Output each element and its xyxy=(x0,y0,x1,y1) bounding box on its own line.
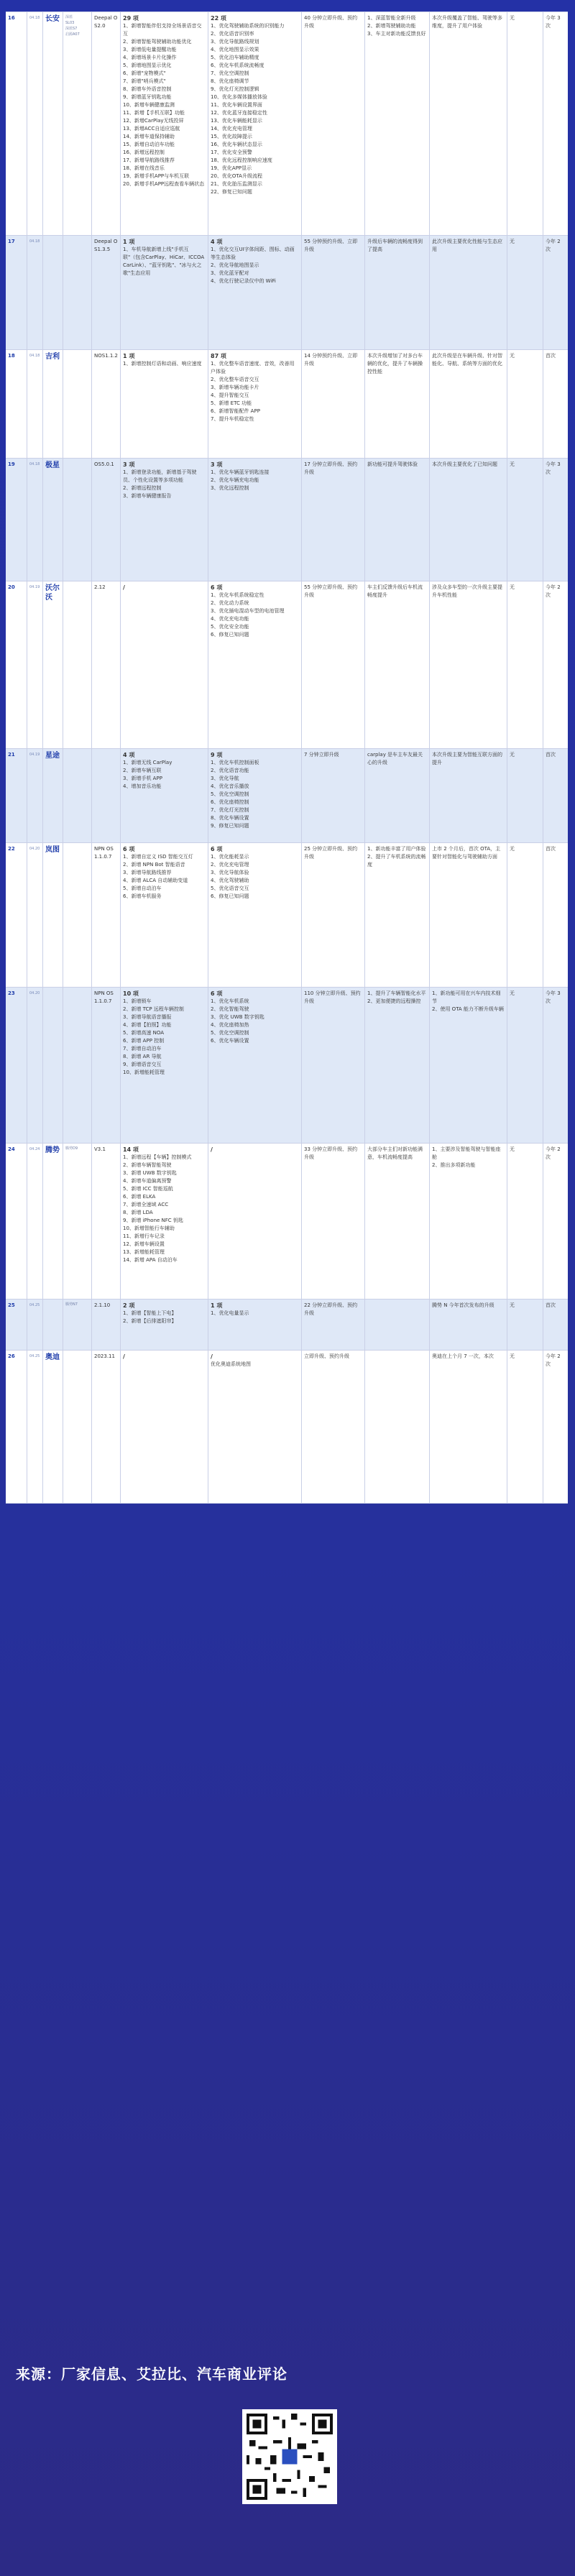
cell-text: 奥迪 xyxy=(45,1353,60,1361)
cell-date xyxy=(27,749,43,842)
cell-time xyxy=(302,581,365,748)
cell-date xyxy=(27,988,43,1143)
cell-features1 xyxy=(121,581,208,748)
cell-text: 首次 xyxy=(546,1302,556,1308)
cell-text: 无 xyxy=(510,584,515,590)
new-feature-count: 1 项 xyxy=(123,353,135,359)
cell-version xyxy=(92,236,121,349)
cell-text: 1、新增智能伴侣支持全场景语音交互 2、新增智能驾驶辅助功能优化 3、新增低电量提醒功能 4、新增场景卡片化操作 5、新增地图显示优化 6、新增"宠物模式" 7、新增"哨兵模式" 8、新增车外语音控制 9、新增蓝牙钥匙功能 10、新增车辆健康监测 11、新增【手机互联】功能 12、新增CarPlay无线投屏 13、新增ACC自适应巡航 14、新增车道保持辅助 15、新增自动泊车功能 16、新增远程控制 17、新增导航路线推荐 18、新增在线音乐 19、新增手机APP与车机互联 20、新增手机APP远程查看车辆状态 xyxy=(123,23,205,187)
cell-text: 1、优化车机系统 2、优化智能驾驶 3、优化 UWB 数字钥匙 4、优化座椅加热 5、优化空调控制 6、优化车辆设置 xyxy=(211,998,264,1044)
cell-text: 04.18 xyxy=(29,239,40,244)
cell-time xyxy=(302,988,365,1143)
cell-version xyxy=(92,1300,121,1350)
cell-text: 16 xyxy=(8,15,15,21)
cell-text: 1、新功能丰富了用户体验 2、提升了车机系统的流畅度 xyxy=(367,846,426,868)
cell-text: 此次升级主要优化性能与生态应用 xyxy=(432,239,502,252)
cell-text: 25 分钟立即升级、预约升级 xyxy=(304,846,358,860)
optimized-feature-count: 22 项 xyxy=(211,15,226,22)
cell-text: 1、主要涉及智能驾驶与智能座舱 2、推出多项新功能 xyxy=(432,1146,501,1168)
cell-text: 2.12 xyxy=(94,584,106,590)
cell-text: 首次 xyxy=(546,353,556,359)
new-feature-count: 3 项 xyxy=(123,461,135,468)
cell-text: 1、车机导航新增上线"手机互联"（包含CarPlay、HiCar、ICCOA CarLink）、"蓝牙钥匙"、"冰与火之歌"生态应用 xyxy=(123,247,206,276)
cell-text: 今年 2 次 xyxy=(546,1353,562,1367)
cell-text: 新功能可提升驾驶体验 xyxy=(367,461,418,467)
cell-features2 xyxy=(208,749,302,842)
cell-index xyxy=(6,236,27,349)
optimized-feature-count: / xyxy=(211,1146,213,1153)
cell-text: 本次升级主要优化了已知问题 xyxy=(432,461,497,467)
cell-note1 xyxy=(365,350,430,458)
cell-text: 23 xyxy=(8,990,15,996)
cell-version xyxy=(92,12,121,235)
cell-index xyxy=(6,12,27,235)
cell-text: 极星 xyxy=(45,461,60,469)
table-row xyxy=(6,581,568,749)
cell-note2 xyxy=(430,236,507,349)
cell-index xyxy=(6,749,27,842)
cell-text: 1、新增登录功能，新增基于驾驶员、个性化设置等多项功能 2、新增远程控制 3、新增车辆健康报告 xyxy=(123,469,197,499)
cell-text: NPN OS 1.1.0.7 xyxy=(94,846,116,860)
cell-text: 33 分钟立即升级、预约升级 xyxy=(304,1146,358,1160)
cell-models xyxy=(63,1351,92,1503)
cell-text: 今年 3 次 xyxy=(546,15,562,29)
cell-date xyxy=(27,1300,43,1350)
cell-note1 xyxy=(365,1144,430,1299)
cell-models xyxy=(63,350,92,458)
cell-features2 xyxy=(208,843,302,987)
cell-text: 1、新增自定义 ISD 智能交互灯 2、新增 NPN Bot 智能语音 3、新增导航路线推荐 4、新增 ALCA 自动辅助变道 5、新增自动泊车 6、新增车机服务 xyxy=(123,854,193,899)
cell-version xyxy=(92,350,121,458)
cell-brand xyxy=(43,12,63,235)
cell-text: 今年 3 次 xyxy=(546,990,562,1004)
cell-text: 04.19 xyxy=(29,753,40,757)
cell-index xyxy=(6,988,27,1143)
cell-brand xyxy=(43,581,63,748)
cell-text: 上市 2 个月后，首次 OTA，主要针对智能化与驾驶辅助方面 xyxy=(432,846,501,860)
cell-date xyxy=(27,1351,43,1503)
cell-note2 xyxy=(430,1144,507,1299)
cell-text: 腾势 N 今年首次发布的升级 xyxy=(432,1302,494,1308)
new-feature-count: 4 项 xyxy=(123,752,135,758)
cell-text: 1、优化车辆蓝牙钥匙连接 2、优化车辆充电功能 3、优化远程控制 xyxy=(211,469,270,491)
cell-note1 xyxy=(365,1300,430,1350)
cell-text: 26 xyxy=(8,1353,15,1359)
cell-text: 涉及众多车型的一次升级主要提升车机性能 xyxy=(432,584,502,598)
new-feature-count: / xyxy=(123,1353,125,1360)
new-feature-count: 10 项 xyxy=(123,990,139,997)
cell-text: 04.20 xyxy=(29,847,40,851)
cell-time xyxy=(302,749,365,842)
cell-text: 21 xyxy=(8,752,15,758)
cell-rt xyxy=(543,12,568,235)
table-row xyxy=(6,350,568,459)
cell-other xyxy=(507,749,543,842)
cell-rt xyxy=(543,581,568,748)
cell-version xyxy=(92,1144,121,1299)
cell-date xyxy=(27,12,43,235)
cell-features1 xyxy=(121,12,208,235)
cell-note1 xyxy=(365,843,430,987)
cell-text: 1、新增控制灯语和动画、响应速度 xyxy=(123,361,202,367)
ota-table xyxy=(6,12,568,1504)
cell-other xyxy=(507,1144,543,1299)
cell-brand xyxy=(43,988,63,1143)
cell-note2 xyxy=(430,1300,507,1350)
cell-date xyxy=(27,459,43,581)
cell-text: 首次 xyxy=(546,752,556,758)
cell-text: 1、优化整车语音速度、音效，改善用户体验 2、优化整车语音交互 3、新增车辆功能卡片 4、提升智能交互 5、新增 ETC 功能 6、新增智能配件 APP 7、提升车机稳定性 xyxy=(211,361,295,422)
cell-other xyxy=(507,988,543,1143)
table-row xyxy=(6,988,568,1144)
optimized-feature-count: 1 项 xyxy=(211,1302,223,1309)
cell-version xyxy=(92,843,121,987)
cell-text: 24 xyxy=(8,1146,15,1152)
cell-other xyxy=(507,1351,543,1503)
cell-note2 xyxy=(430,843,507,987)
cell-text: 19 xyxy=(8,461,15,467)
cell-text: 04.24 xyxy=(29,1147,40,1151)
cell-models xyxy=(63,1144,92,1299)
cell-text: 1、优化车机控制面板 2、优化语音功能 3、优化导航 4、优化音乐播放 5、优化空调控制 6、优化座椅控制 7、优化灯光控制 8、优化车辆设置 9、修复已知问题 xyxy=(211,760,259,829)
cell-features1 xyxy=(121,1300,208,1350)
cell-text: 腾势D9 xyxy=(65,1146,78,1151)
cell-text: 深蓝 SL03 深蓝S7 启源A07 xyxy=(65,15,80,37)
cell-features1 xyxy=(121,459,208,581)
cell-text: 车主们反馈升级后车机流畅度提升 xyxy=(367,584,423,598)
cell-text: 本次升级覆盖了智能、驾驶等多维度，提升了用户体验 xyxy=(432,15,502,29)
cell-text: 升级后车辆的流畅度得到了提高 xyxy=(367,239,423,252)
cell-text: 55 分钟预约升级、立即升级 xyxy=(304,239,358,252)
cell-text: OS5.0.1 xyxy=(94,461,114,467)
cell-text: 今年 2 次 xyxy=(546,239,562,252)
optimized-feature-count: 6 项 xyxy=(211,846,223,852)
cell-features2 xyxy=(208,581,302,748)
cell-text: 04.19 xyxy=(29,585,40,589)
cell-index xyxy=(6,1300,27,1350)
cell-text: 1、提升了车辆智能化水平 2、更加便捷的远程操控 xyxy=(367,990,426,1004)
cell-text: 无 xyxy=(510,1146,515,1152)
new-feature-count: 14 项 xyxy=(123,1146,139,1153)
cell-text: Deepal OS2.0 xyxy=(94,15,118,29)
cell-brand xyxy=(43,1144,63,1299)
cell-note1 xyxy=(365,749,430,842)
cell-text: 1、优化能耗显示 2、优化充电管理 3、优化导航体验 4、优化驾驶辅助 5、优化语音交互 6、修复已知问题 xyxy=(211,854,249,899)
cell-text: 2023.11 xyxy=(94,1353,115,1359)
cell-text: 无 xyxy=(510,990,515,996)
cell-version xyxy=(92,749,121,842)
cell-index xyxy=(6,1144,27,1299)
cell-text: 今年 2 次 xyxy=(546,1146,562,1160)
cell-note2 xyxy=(430,749,507,842)
cell-time xyxy=(302,1144,365,1299)
new-feature-count: / xyxy=(123,584,125,591)
cell-rt xyxy=(543,988,568,1143)
cell-text: 奥迪在上个月 7 一次，本次 xyxy=(432,1353,494,1359)
cell-text: 无 xyxy=(510,353,515,359)
cell-version xyxy=(92,988,121,1143)
cell-text: 55 分钟立即升级、预约升级 xyxy=(304,584,358,598)
cell-rt xyxy=(543,459,568,581)
cell-rt xyxy=(543,1351,568,1503)
table-row xyxy=(6,12,568,236)
new-feature-count: 2 项 xyxy=(123,1302,135,1309)
optimized-feature-count: 4 项 xyxy=(211,239,223,245)
cell-text: 04.18 xyxy=(29,16,40,20)
cell-text: 22 xyxy=(8,846,15,852)
cell-rt xyxy=(543,749,568,842)
cell-text: 沃尔沃 xyxy=(45,584,60,602)
cell-text: 无 xyxy=(510,1353,515,1359)
cell-text: 今年 2 次 xyxy=(546,584,562,598)
cell-text: 25 xyxy=(8,1302,15,1308)
cell-features2 xyxy=(208,236,302,349)
cell-models xyxy=(63,749,92,842)
cell-text: 无 xyxy=(510,461,515,467)
cell-text: 18 xyxy=(8,353,15,359)
cell-rt xyxy=(543,1144,568,1299)
new-feature-count: 29 项 xyxy=(123,15,139,22)
cell-time xyxy=(302,236,365,349)
cell-time xyxy=(302,1351,365,1503)
cell-note2 xyxy=(430,988,507,1143)
cell-text: 2.1.10 xyxy=(94,1302,111,1308)
new-feature-count: 6 项 xyxy=(123,846,135,852)
cell-text: 1、新增远程【车辆】控制模式 2、新增车辆智能驾驶 3、新增 UWB 数字钥匙 4、新增车道偏离预警 5、新增 ICC 智能巡航 6、新增 ELKA 7、新增全速域 ACC 8、新增 LDA 9、新增 iPhone NFC 钥匙 10、新增智能行车辅助 11、新增行车记录 12、新增车辆设置 13、新增能耗管理 14、新增 APA 自动泊车 xyxy=(123,1154,192,1263)
cell-text: 04.18 xyxy=(29,462,40,466)
cell-text: 此次升级是在车辆升级、针对智能化、导航、系统等方面的优化 xyxy=(432,353,502,367)
cell-text: 首次 xyxy=(546,846,556,852)
cell-text: 1、深蓝智能全新升级 2、新增驾驶辅助功能 3、车主对新功能反馈良好 xyxy=(367,15,426,37)
optimized-feature-count: / xyxy=(211,1353,213,1360)
cell-time xyxy=(302,350,365,458)
table-row xyxy=(6,459,568,581)
cell-note2 xyxy=(430,1351,507,1503)
cell-models xyxy=(63,459,92,581)
cell-text: 长安 xyxy=(45,15,60,23)
cell-text: 110 分钟立即升级、预约升级 xyxy=(304,990,361,1004)
new-feature-count: 1 项 xyxy=(123,239,135,245)
cell-index xyxy=(6,843,27,987)
cell-index xyxy=(6,350,27,458)
cell-text: 星途 xyxy=(45,752,60,760)
optimized-feature-count: 6 项 xyxy=(211,584,223,591)
cell-text: 腾势N7 xyxy=(65,1302,78,1307)
cell-text: 本次升级主要为智能互联方面的提升 xyxy=(432,752,502,765)
optimized-feature-count: 87 项 xyxy=(211,353,226,359)
cell-text: 17 xyxy=(8,239,15,244)
cell-note2 xyxy=(430,12,507,235)
cell-text: 无 xyxy=(510,752,515,758)
cell-models xyxy=(63,1300,92,1350)
cell-time xyxy=(302,843,365,987)
cell-text: carplay 是车主车友最关心的升级 xyxy=(367,752,423,765)
cell-text: 7 分钟立即升级 xyxy=(304,752,339,758)
table-row xyxy=(6,1351,568,1504)
cell-text: 04.25 xyxy=(29,1354,40,1358)
cell-text: 无 xyxy=(510,1302,515,1308)
cell-rt xyxy=(543,350,568,458)
cell-text: V3.1 xyxy=(94,1146,106,1152)
cell-features2 xyxy=(208,988,302,1143)
optimized-feature-count: 9 项 xyxy=(211,752,223,758)
cell-text: 14 分钟预约升级、立即升级 xyxy=(304,353,358,367)
cell-rt xyxy=(543,236,568,349)
cell-note2 xyxy=(430,350,507,458)
cell-date xyxy=(27,1144,43,1299)
cell-other xyxy=(507,459,543,581)
qr-code xyxy=(242,2409,337,2504)
cell-brand xyxy=(43,350,63,458)
table-row xyxy=(6,1300,568,1351)
cell-version xyxy=(92,459,121,581)
cell-text: NPN OS 1.1.0.7 xyxy=(94,990,116,1004)
cell-text: 大部分车主们对新功能满意，车机流畅度提高 xyxy=(367,1146,423,1160)
cell-text: 1、新功能可用在兴车内技术细节 2、使用 OTA 能力不断升级车辆 xyxy=(432,990,504,1012)
cell-text: 优化奥迪系统地图 xyxy=(211,1361,251,1367)
cell-models xyxy=(63,12,92,235)
cell-text: 1、优化交互UI字体间距、图标、动画等生态体验 2、优化导航地图显示 3、优化蓝牙配对 4、优化行驶记录仪中的 WiFi xyxy=(211,247,295,284)
cell-brand xyxy=(43,749,63,842)
cell-features1 xyxy=(121,749,208,842)
cell-text: 无 xyxy=(510,846,515,852)
source-caption: 来源：厂家信息、艾拉比、汽车商业评论 xyxy=(16,2365,288,2383)
table-row xyxy=(6,1144,568,1300)
table-row xyxy=(6,843,568,988)
cell-brand xyxy=(43,1351,63,1503)
cell-features1 xyxy=(121,988,208,1143)
cell-text: 本次升级增加了对多台车辆的优化，提升了车辆操控性能 xyxy=(367,353,423,374)
cell-text: 1、新增无线 CarPlay 2、新增车辆互联 3、新增手机 APP 4、增加音乐功能 xyxy=(123,760,172,789)
cell-text: 1、优化驾驶辅助系统的识别能力 2、优化语音识别率 3、优化导航路线规划 4、优化地图显示效果 5、优化泊车辅助精度 6、优化车机系统流畅度 7、优化空调控制 8、优化座椅调节 9、优化灯光控制逻辑 10、优化多媒体播放体验 11、优化车辆设置界面 12、优化蓝牙连接稳定性 13、优化车辆能耗显示 14、优化充电管理 15、优化故障提示 16、优化车辆状态显示 17、优化安全预警 18、优化远程控制响应速度 19、优化APP显示 20、优化OTA升级流程 21、优化胎压监测显示 22、修复已知问题 xyxy=(211,23,285,195)
cell-text: 无 xyxy=(510,239,515,244)
cell-text: 1、优化车机系统稳定性 2、优化动力系统 3、优化插电混动车型的电池管理 4、优化充电功能 5、优化安全功能 6、修复已知问题 xyxy=(211,592,285,638)
cell-brand xyxy=(43,843,63,987)
cell-other xyxy=(507,236,543,349)
cell-text: 17 分钟立即升级、预约升级 xyxy=(304,461,358,475)
cell-date xyxy=(27,236,43,349)
cell-models xyxy=(63,236,92,349)
cell-note1 xyxy=(365,1351,430,1503)
cell-text: 1、新增【智能上下电】 2、新增【后排遮阳帘】 xyxy=(123,1310,177,1324)
cell-time xyxy=(302,1300,365,1350)
cell-text: 岚图 xyxy=(45,846,60,854)
cell-text: 1、优化电量显示 xyxy=(211,1310,249,1316)
cell-brand xyxy=(43,236,63,349)
cell-note1 xyxy=(365,459,430,581)
cell-time xyxy=(302,12,365,235)
cell-features1 xyxy=(121,1351,208,1503)
cell-rt xyxy=(543,1300,568,1350)
cell-features2 xyxy=(208,1300,302,1350)
cell-models xyxy=(63,988,92,1143)
cell-text: 腾势 xyxy=(45,1146,60,1154)
cell-features2 xyxy=(208,12,302,235)
cell-note1 xyxy=(365,581,430,748)
cell-text: 吉利 xyxy=(45,353,60,361)
cell-text: 1、新增锁车 2、新增 TCP 远程车辆控制 3、新增导航语音播报 4、新增【拍照】功能 5、新增高速 NOA 6、新增 APP 控制 7、新增自动泊车 8、新增 AR 导航 9、新增语音交互 10、新增能耗管理 xyxy=(123,998,184,1075)
cell-version xyxy=(92,581,121,748)
cell-models xyxy=(63,843,92,987)
cell-text: Deepal OS1.3.5 xyxy=(94,239,118,252)
cell-rt xyxy=(543,843,568,987)
cell-note2 xyxy=(430,581,507,748)
cell-features2 xyxy=(208,1351,302,1503)
cell-note1 xyxy=(365,988,430,1143)
cell-other xyxy=(507,581,543,748)
cell-note1 xyxy=(365,236,430,349)
cell-index xyxy=(6,459,27,581)
cell-text: 20 xyxy=(8,584,15,590)
cell-date xyxy=(27,843,43,987)
cell-text: 40 分钟立即升级、预约升级 xyxy=(304,15,358,29)
optimized-feature-count: 6 项 xyxy=(211,990,223,997)
cell-text: 04.25 xyxy=(29,1303,40,1307)
cell-brand xyxy=(43,1300,63,1350)
cell-text: 04.20 xyxy=(29,991,40,995)
cell-features1 xyxy=(121,350,208,458)
cell-features2 xyxy=(208,459,302,581)
cell-text: 22 分钟立即升级、预约升级 xyxy=(304,1302,358,1316)
cell-text: NOS1.1.2 xyxy=(94,353,119,359)
optimized-feature-count: 3 项 xyxy=(211,461,223,468)
cell-note2 xyxy=(430,459,507,581)
cell-other xyxy=(507,843,543,987)
cell-other xyxy=(507,12,543,235)
cell-date xyxy=(27,350,43,458)
cell-models xyxy=(63,581,92,748)
cell-note1 xyxy=(365,12,430,235)
cell-index xyxy=(6,1351,27,1503)
cell-other xyxy=(507,350,543,458)
cell-brand xyxy=(43,459,63,581)
table-row xyxy=(6,236,568,350)
cell-text: 今年 3 次 xyxy=(546,461,562,475)
cell-other xyxy=(507,1300,543,1350)
cell-text: 立即升级、预约升级 xyxy=(304,1353,349,1359)
cell-features1 xyxy=(121,843,208,987)
cell-index xyxy=(6,581,27,748)
cell-version xyxy=(92,1351,121,1503)
cell-text: 04.18 xyxy=(29,354,40,358)
cell-time xyxy=(302,459,365,581)
table-row xyxy=(6,749,568,843)
cell-features2 xyxy=(208,350,302,458)
cell-text: 无 xyxy=(510,15,515,21)
cell-features1 xyxy=(121,236,208,349)
cell-features2 xyxy=(208,1144,302,1299)
cell-date xyxy=(27,581,43,748)
cell-features1 xyxy=(121,1144,208,1299)
